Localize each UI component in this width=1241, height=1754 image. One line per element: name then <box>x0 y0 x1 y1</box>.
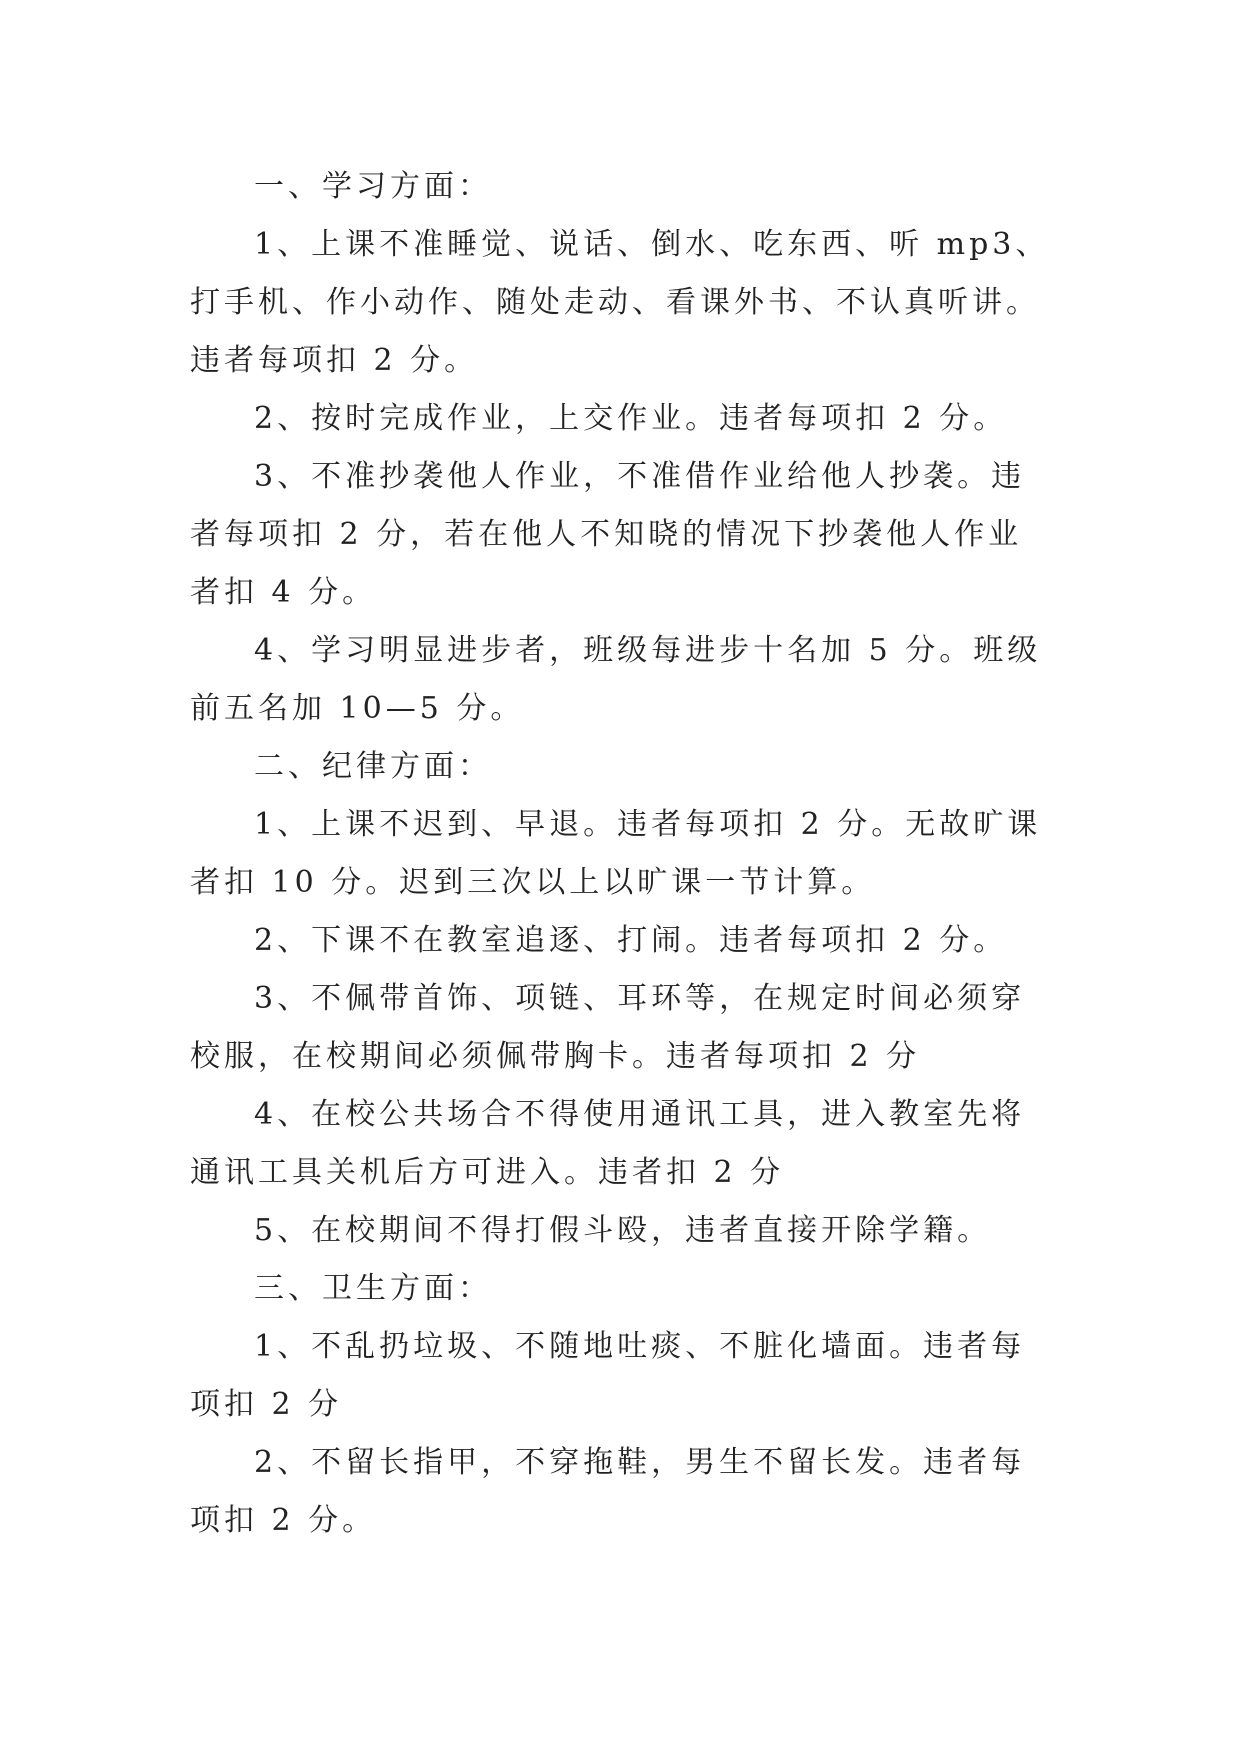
rule-paragraph: 2、下课不在教室追逐、打闹。违者每项扣 2 分。 <box>254 923 1008 958</box>
rule-paragraph: 5、在校期间不得打假斗殴，违者直接开除学籍。 <box>254 1213 992 1248</box>
rule-paragraph: 4、在校公共场合不得使用通讯工具，进入教室先将通讯工具关机后方可进入。违者扣 2 分 <box>190 1097 1026 1190</box>
document-body <box>190 158 1056 1550</box>
rule-paragraph: 2、不留长指甲，不穿拖鞋，男生不留长发。违者每项扣 2 分。 <box>190 1445 1026 1538</box>
rule-paragraph: 2、按时完成作业，上交作业。违者每项扣 2 分。 <box>254 401 1008 436</box>
section-heading-discipline: 二、纪律方面： <box>254 749 492 784</box>
rule-paragraph: 3、不佩带首饰、项链、耳环等，在规定时间必须穿校服，在校期间必须佩带胸卡。违者每项扣 2 分 <box>190 981 1026 1074</box>
rule-paragraph: 1、不乱扔垃圾、不随地吐痰、不脏化墙面。违者每项扣 2 分 <box>190 1329 1026 1422</box>
rule-paragraph: 1、上课不准睡觉、说话、倒水、吃东西、听 mp3、打手机、作小动作、随处走动、看课外书、不认真听讲。违者每项扣 2 分。 <box>190 227 1050 378</box>
rule-paragraph: 4、学习明显进步者，班级每进步十名加 5 分。班级前五名加 10—5 分。 <box>190 633 1042 726</box>
section-heading-hygiene: 三、卫生方面： <box>254 1271 492 1306</box>
rule-paragraph: 3、不准抄袭他人作业，不准借作业给他人抄袭。违者每项扣 2 分，若在他人不知晓的情况下抄袭他人作业者扣 4 分。 <box>190 459 1026 610</box>
section-heading-study: 一、学习方面： <box>254 169 492 204</box>
rule-paragraph: 1、上课不迟到、早退。违者每项扣 2 分。无故旷课者扣 10 分。迟到三次以上以旷课一节计算。 <box>190 807 1042 900</box>
